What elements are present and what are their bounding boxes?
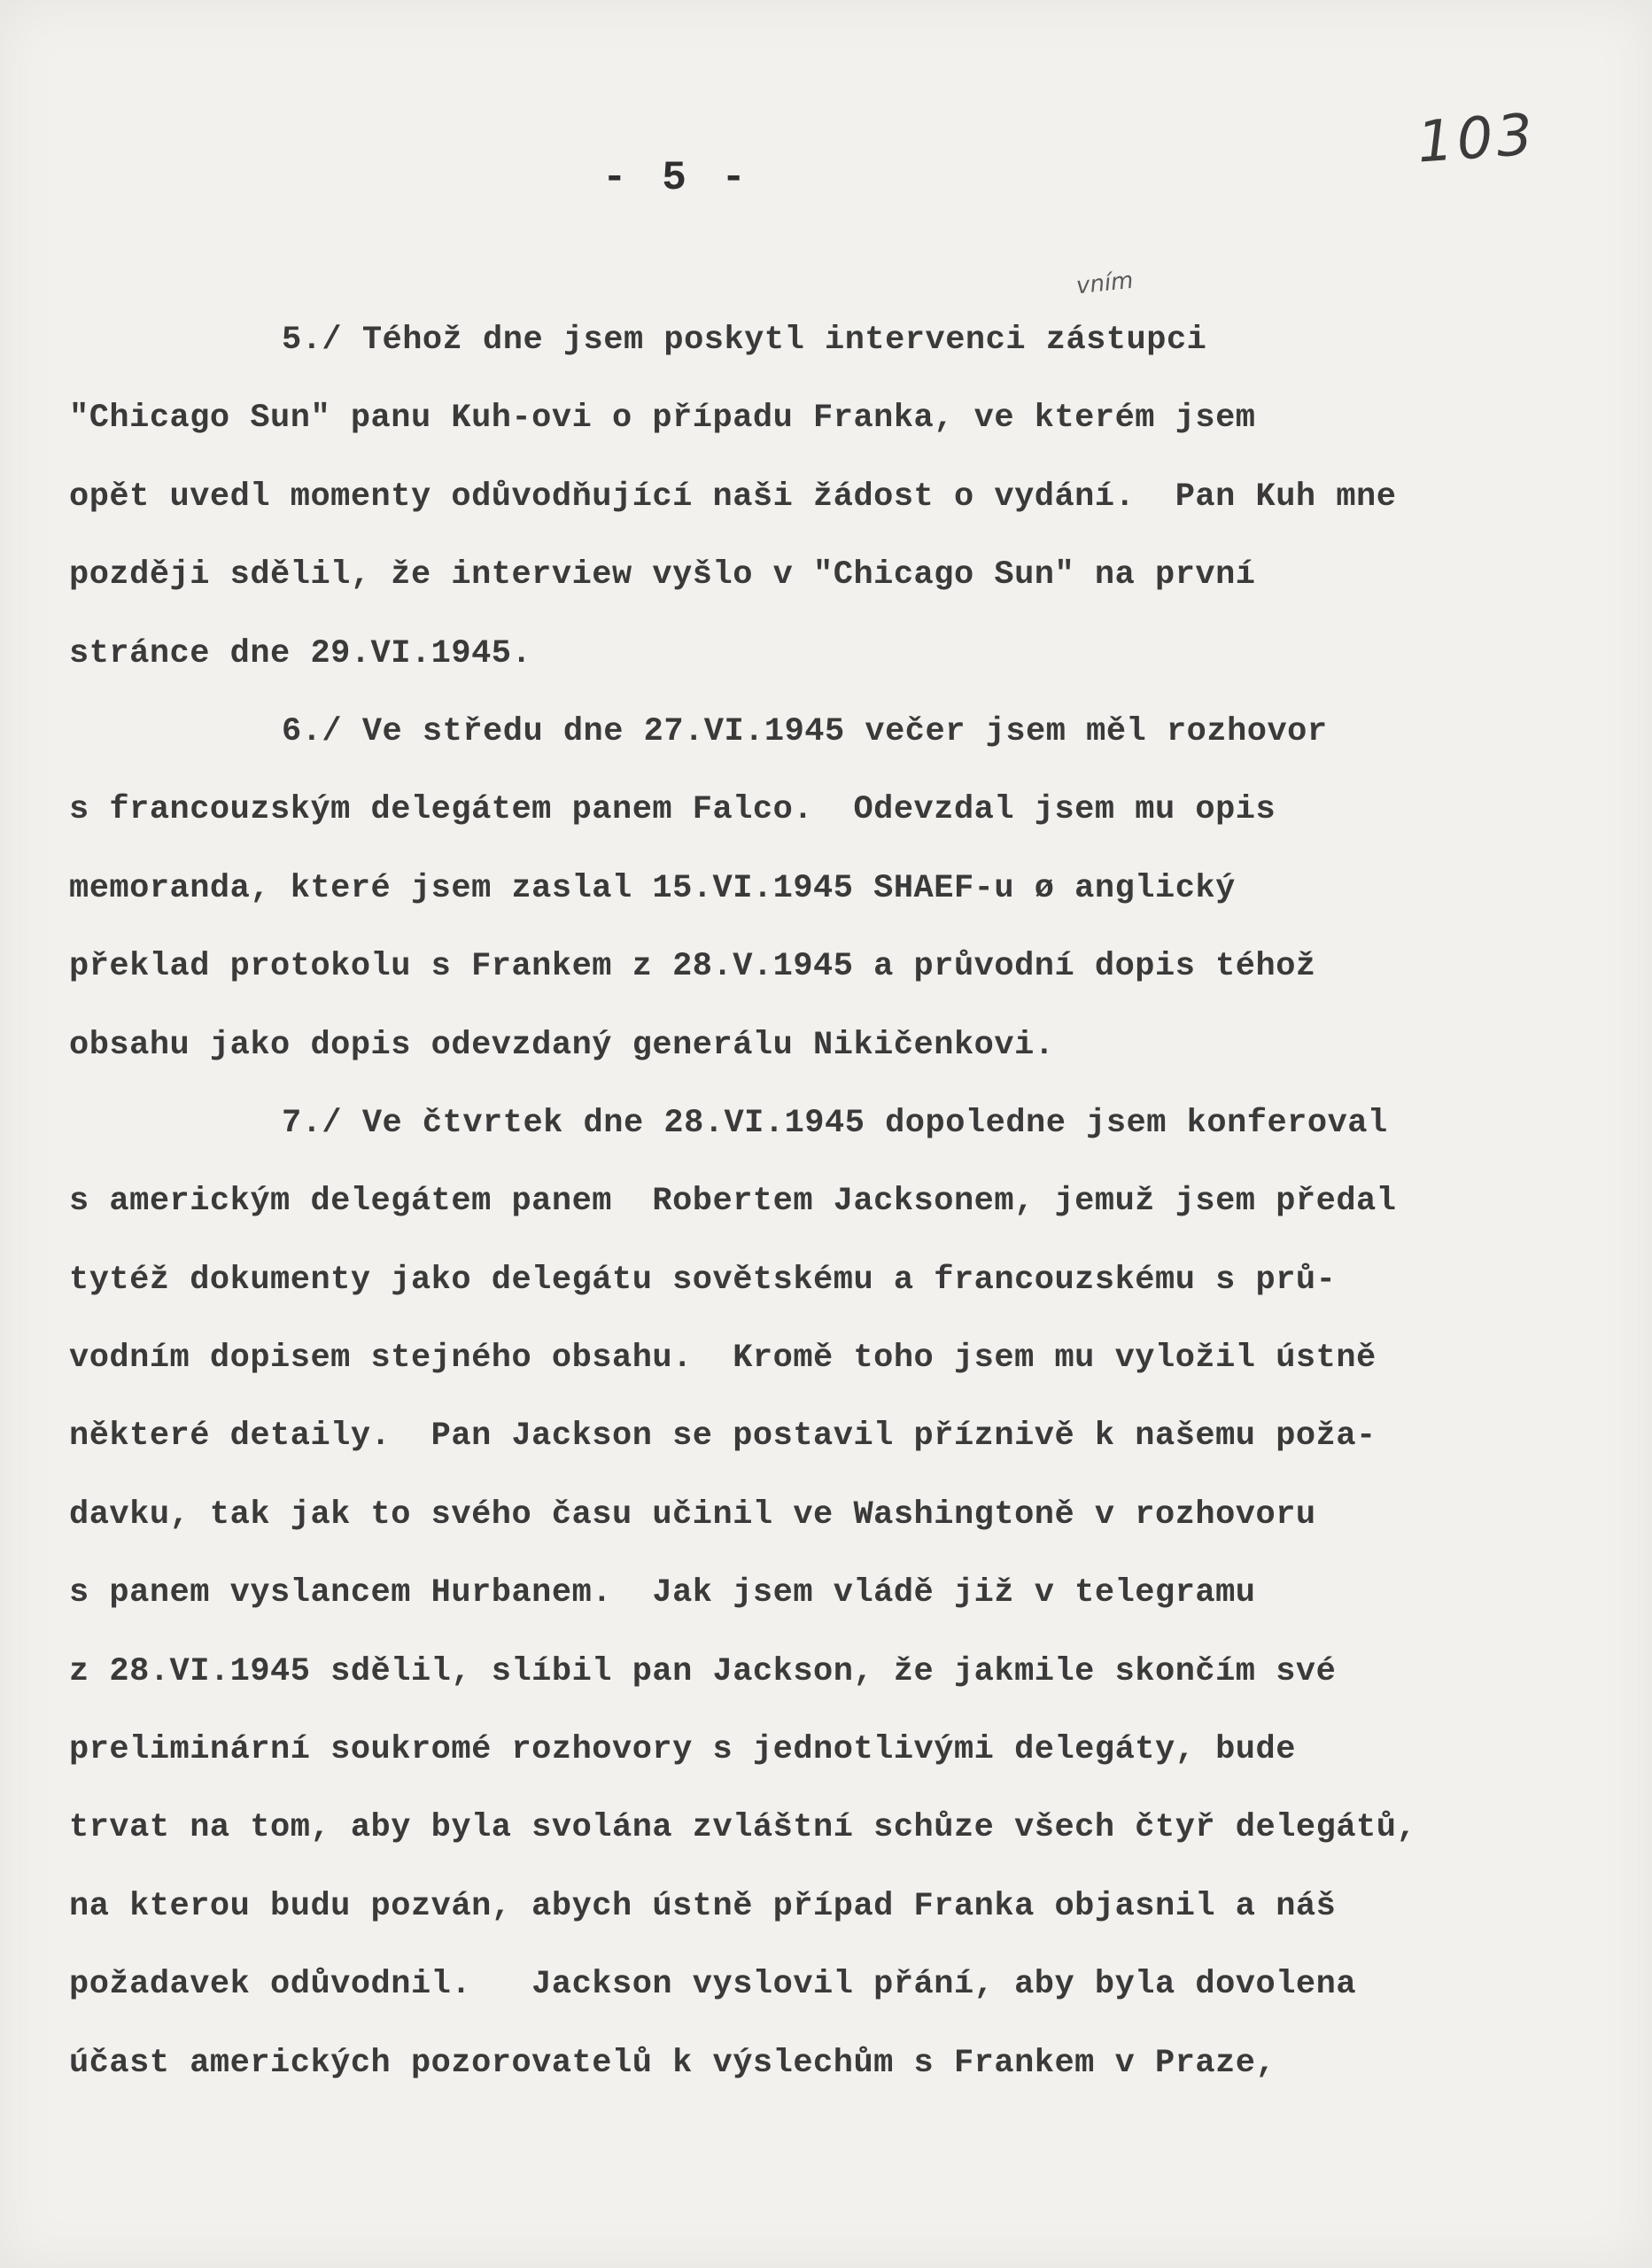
text-line: některé detaily. Pan Jackson se postavil příznivě k našemu poža- bbox=[69, 1418, 1377, 1456]
text-line: později sdělil, že interview vyšlo v "Chicago Sun" na první bbox=[69, 556, 1256, 594]
text-line: účast amerických pozorovatelů k výslechům s Frankem v Praze, bbox=[69, 2044, 1276, 2082]
text-line: požadavek odůvodnil. Jackson vyslovil přání, aby byla dovolena bbox=[69, 1966, 1357, 2004]
text-line: s panem vyslancem Hurbanem. Jak jsem vládě již v telegramu bbox=[69, 1574, 1256, 1612]
text-line: 7./ Ve čtvrtek dne 28.VI.1945 dopoledne jsem konferoval bbox=[282, 1104, 1388, 1142]
text-line: preliminární soukromé rozhovory s jednotlivými delegáty, bude bbox=[69, 1731, 1296, 1769]
text-line: překlad protokolu s Frankem z 28.V.1945 a průvodní dopis téhož bbox=[69, 948, 1316, 986]
text-line: stránce dne 29.VI.1945. bbox=[69, 634, 532, 672]
text-line: "Chicago Sun" panu Kuh-ovi o případu Franka, ve kterém jsem bbox=[69, 400, 1256, 438]
text-line: memoranda, které jsem zaslal 15.VI.1945 SHAEF-u ø anglický bbox=[69, 869, 1236, 907]
body-text bbox=[69, 301, 1619, 2102]
text-line: 6./ Ve středu dne 27.VI.1945 večer jsem měl rozhovor bbox=[282, 712, 1328, 750]
text-line: z 28.VI.1945 sdělil, slíbil pan Jackson, že jakmile skončím své bbox=[69, 1652, 1337, 1690]
handwritten-annotation: vním bbox=[1074, 267, 1135, 300]
text-line: tytéž dokumenty jako delegátu sovětskému a francouzskému s prů- bbox=[69, 1261, 1337, 1299]
text-line: na kterou budu pozván, abych ústně případ Franka objasnil a náš bbox=[69, 1887, 1337, 1925]
page-number: - 5 - bbox=[602, 155, 752, 201]
text-line: obsahu jako dopis odevzdaný generálu Nikičenkovi. bbox=[69, 1026, 1055, 1064]
text-line: opět uvedl momenty odůvodňující naši žádost o vydání. Pan Kuh mne bbox=[69, 478, 1397, 516]
text-line: davku, tak jak to svého času učinil ve Washingtoně v rozhovoru bbox=[69, 1495, 1316, 1534]
text-line: 5./ Téhož dne jsem poskytl intervenci zástupci bbox=[282, 322, 1207, 359]
text-line: s americkým delegátem panem Robertem Jacksonem, jemuž jsem předal bbox=[69, 1183, 1397, 1221]
text-line: trvat na tom, aby byla svolána zvláštní schůze všech čtyř delegátů, bbox=[69, 1809, 1417, 1847]
folio-number: 103 bbox=[1415, 102, 1539, 176]
text-line: s francouzským delegátem panem Falco. Odevzdal jsem mu opis bbox=[69, 791, 1276, 829]
text-line: vodním dopisem stejného obsahu. Kromě toho jsem mu vyložil ústně bbox=[69, 1340, 1377, 1378]
